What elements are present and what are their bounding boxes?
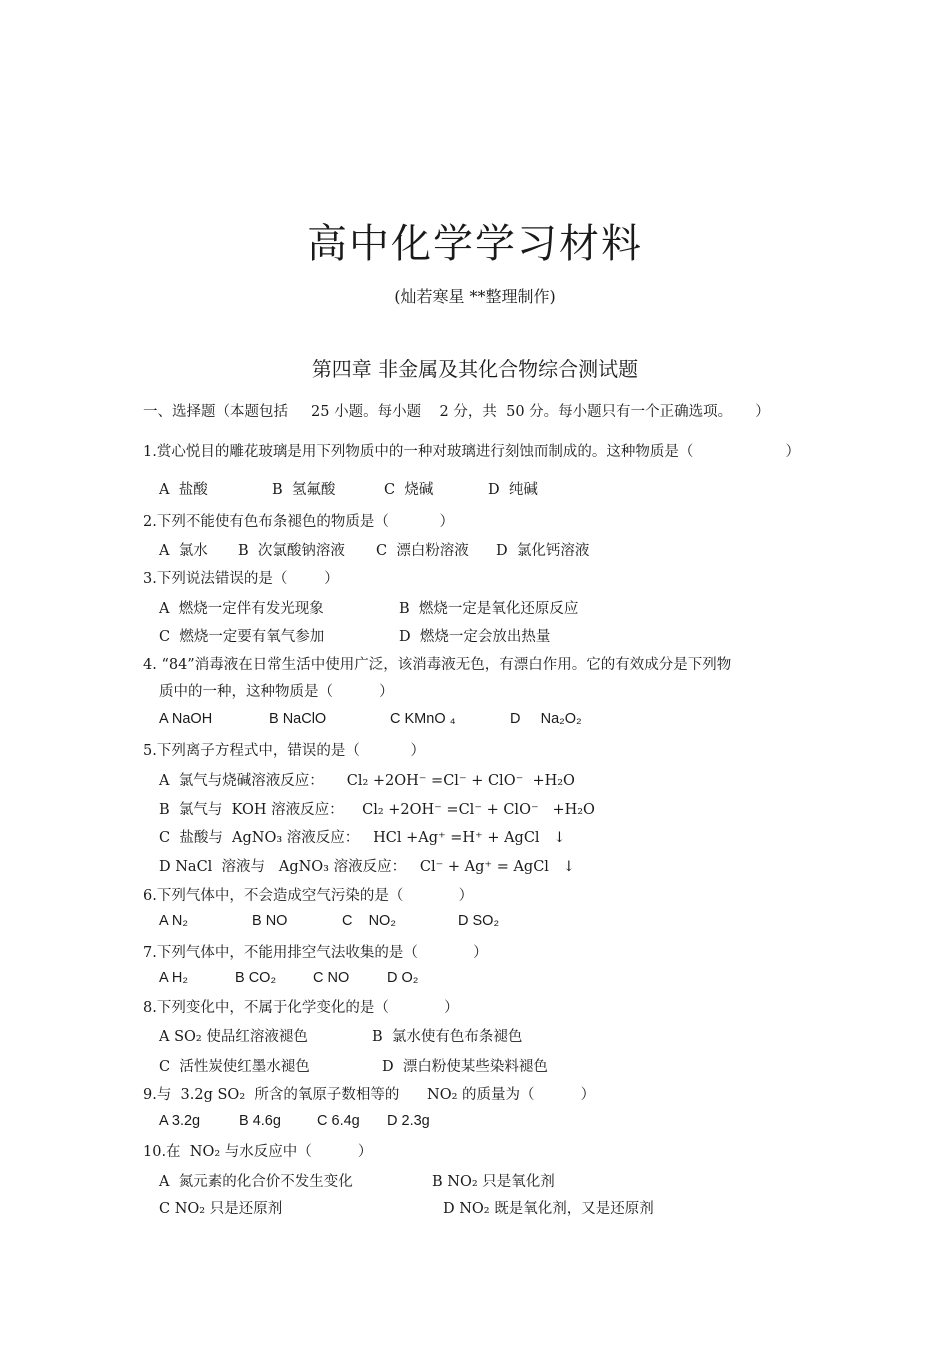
question-5-option-d: D NaCl 溶液与 AgNO₃ 溶液反应： Cl⁻ + Ag⁺ = AgCl ↓ xyxy=(159,859,575,875)
question-8-option-b: B 氯水使有色布条褪色 xyxy=(372,1029,523,1045)
question-3-option-c: C 燃烧一定要有氧气参加 xyxy=(159,629,325,645)
question-9-option-d: D 2.3g xyxy=(387,1113,430,1129)
question-4-option-c: C KMnO ₄ xyxy=(390,711,456,727)
question-6-option-b: B NO xyxy=(252,913,288,929)
question-8-option-d: D 漂白粉使某些染料褪色 xyxy=(382,1059,548,1075)
question-10-stem: 10.在 NO₂ 与水反应中（ ） xyxy=(143,1144,373,1160)
question-4-stem: 4. “84”消毒液在日常生活中使用广泛，该消毒液无色，有漂白作用。它的有效成分是下列物 xyxy=(143,657,732,673)
question-4-option-a: A NaOH xyxy=(159,711,213,727)
question-10-option-a: A 氮元素的化合价不发生变化 xyxy=(159,1174,353,1190)
question-2-option-c: C 漂白粉溶液 xyxy=(376,543,469,559)
question-9-stem: 9.与 3.2g SO₂ 所含的氧原子数相等的 NO₂ 的质量为（ ） xyxy=(143,1087,596,1103)
question-2-stem: 2.下列不能使有色布条褪色的物质是（ ） xyxy=(143,514,455,530)
question-10-option-c: C NO₂ 只是还原剂 xyxy=(159,1201,283,1217)
question-3-option-b: B 燃烧一定是氧化还原反应 xyxy=(399,601,579,617)
question-5-option-c: C 盐酸与 AgNO₃ 溶液反应： HCl +Ag⁺ =H⁺ + AgCl ↓ xyxy=(159,830,566,846)
question-7-option-c: C NO xyxy=(313,970,350,986)
question-1-option-a: A 盐酸 xyxy=(159,482,208,498)
question-6-stem: 6.下列气体中，不会造成空气污染的是（ ） xyxy=(143,888,474,904)
question-3-option-a: A 燃烧一定伴有发光现象 xyxy=(159,601,324,617)
question-10-option-b: B NO₂ 只是氧化剂 xyxy=(432,1174,555,1190)
question-4-option-b: B NaClO xyxy=(269,711,327,727)
question-5-stem: 5.下列离子方程式中，错误的是（ ） xyxy=(143,743,426,759)
question-5-option-b: B 氯气与 KOH 溶液反应： Cl₂ +2OH⁻ =Cl⁻ + ClO⁻ +H₂O xyxy=(159,802,595,818)
question-2-option-b: B 次氯酸钠溶液 xyxy=(238,543,345,559)
page-title: 高中化学学习材料 xyxy=(307,221,643,267)
question-8-option-c: C 活性炭使红墨水褪色 xyxy=(159,1059,310,1075)
question-9-option-c: C 6.4g xyxy=(317,1113,360,1129)
question-2-option-a: A 氯水 xyxy=(159,543,208,559)
question-3-stem: 3.下列说法错误的是（ ） xyxy=(143,571,339,587)
question-7-option-a: A H₂ xyxy=(159,970,188,986)
question-2-option-d: D 氯化钙溶液 xyxy=(496,543,590,559)
question-9-option-a: A 3.2g xyxy=(159,1113,201,1129)
question-8-stem: 8.下列变化中，不属于化学变化的是（ ） xyxy=(143,1000,459,1016)
question-6-option-a: A N₂ xyxy=(159,913,188,929)
chapter-heading: 第四章 非金属及其化合物综合测试题 xyxy=(311,357,639,381)
question-8-option-a: A SO₂ 使品红溶液褪色 xyxy=(159,1029,308,1045)
question-7-stem: 7.下列气体中，不能用排空气法收集的是（ ） xyxy=(143,945,488,961)
question-1-option-b: B 氢氟酸 xyxy=(272,482,336,498)
question-3-option-d: D 燃烧一定会放出热量 xyxy=(399,629,551,645)
question-1-option-d: D 纯碱 xyxy=(488,482,538,498)
question-6-option-d: D SO₂ xyxy=(458,913,500,929)
question-6-option-c: C NO₂ xyxy=(342,913,396,929)
question-5-option-a: A 氯气与烧碱溶液反应： Cl₂ +2OH⁻ =Cl⁻ + ClO⁻ +H₂O xyxy=(159,773,575,789)
question-1-option-c: C 烧碱 xyxy=(384,482,434,498)
question-1-stem: 1.赏心悦目的雕花玻璃是用下列物质中的一种对玻璃进行刻蚀而制成的。这种物质是（ ） xyxy=(143,444,801,460)
question-4-option-d: D Na₂O₂ xyxy=(510,711,582,727)
question-7-option-b: B CO₂ xyxy=(235,970,277,986)
question-7-option-d: D O₂ xyxy=(387,970,419,986)
page-subtitle: (灿若寒星 **整理制作) xyxy=(394,287,556,306)
question-4-stem-continued: 质中的一种，这种物质是（ ） xyxy=(159,684,394,700)
question-10-option-d: D NO₂ 既是氧化剂，又是还原剂 xyxy=(443,1201,654,1217)
section-intro: 一、选择题（本题包括 25 小题。每小题 2 分，共 50 分。每小题只有一个正确选项。 ） xyxy=(143,404,770,420)
question-9-option-b: B 4.6g xyxy=(239,1113,281,1129)
